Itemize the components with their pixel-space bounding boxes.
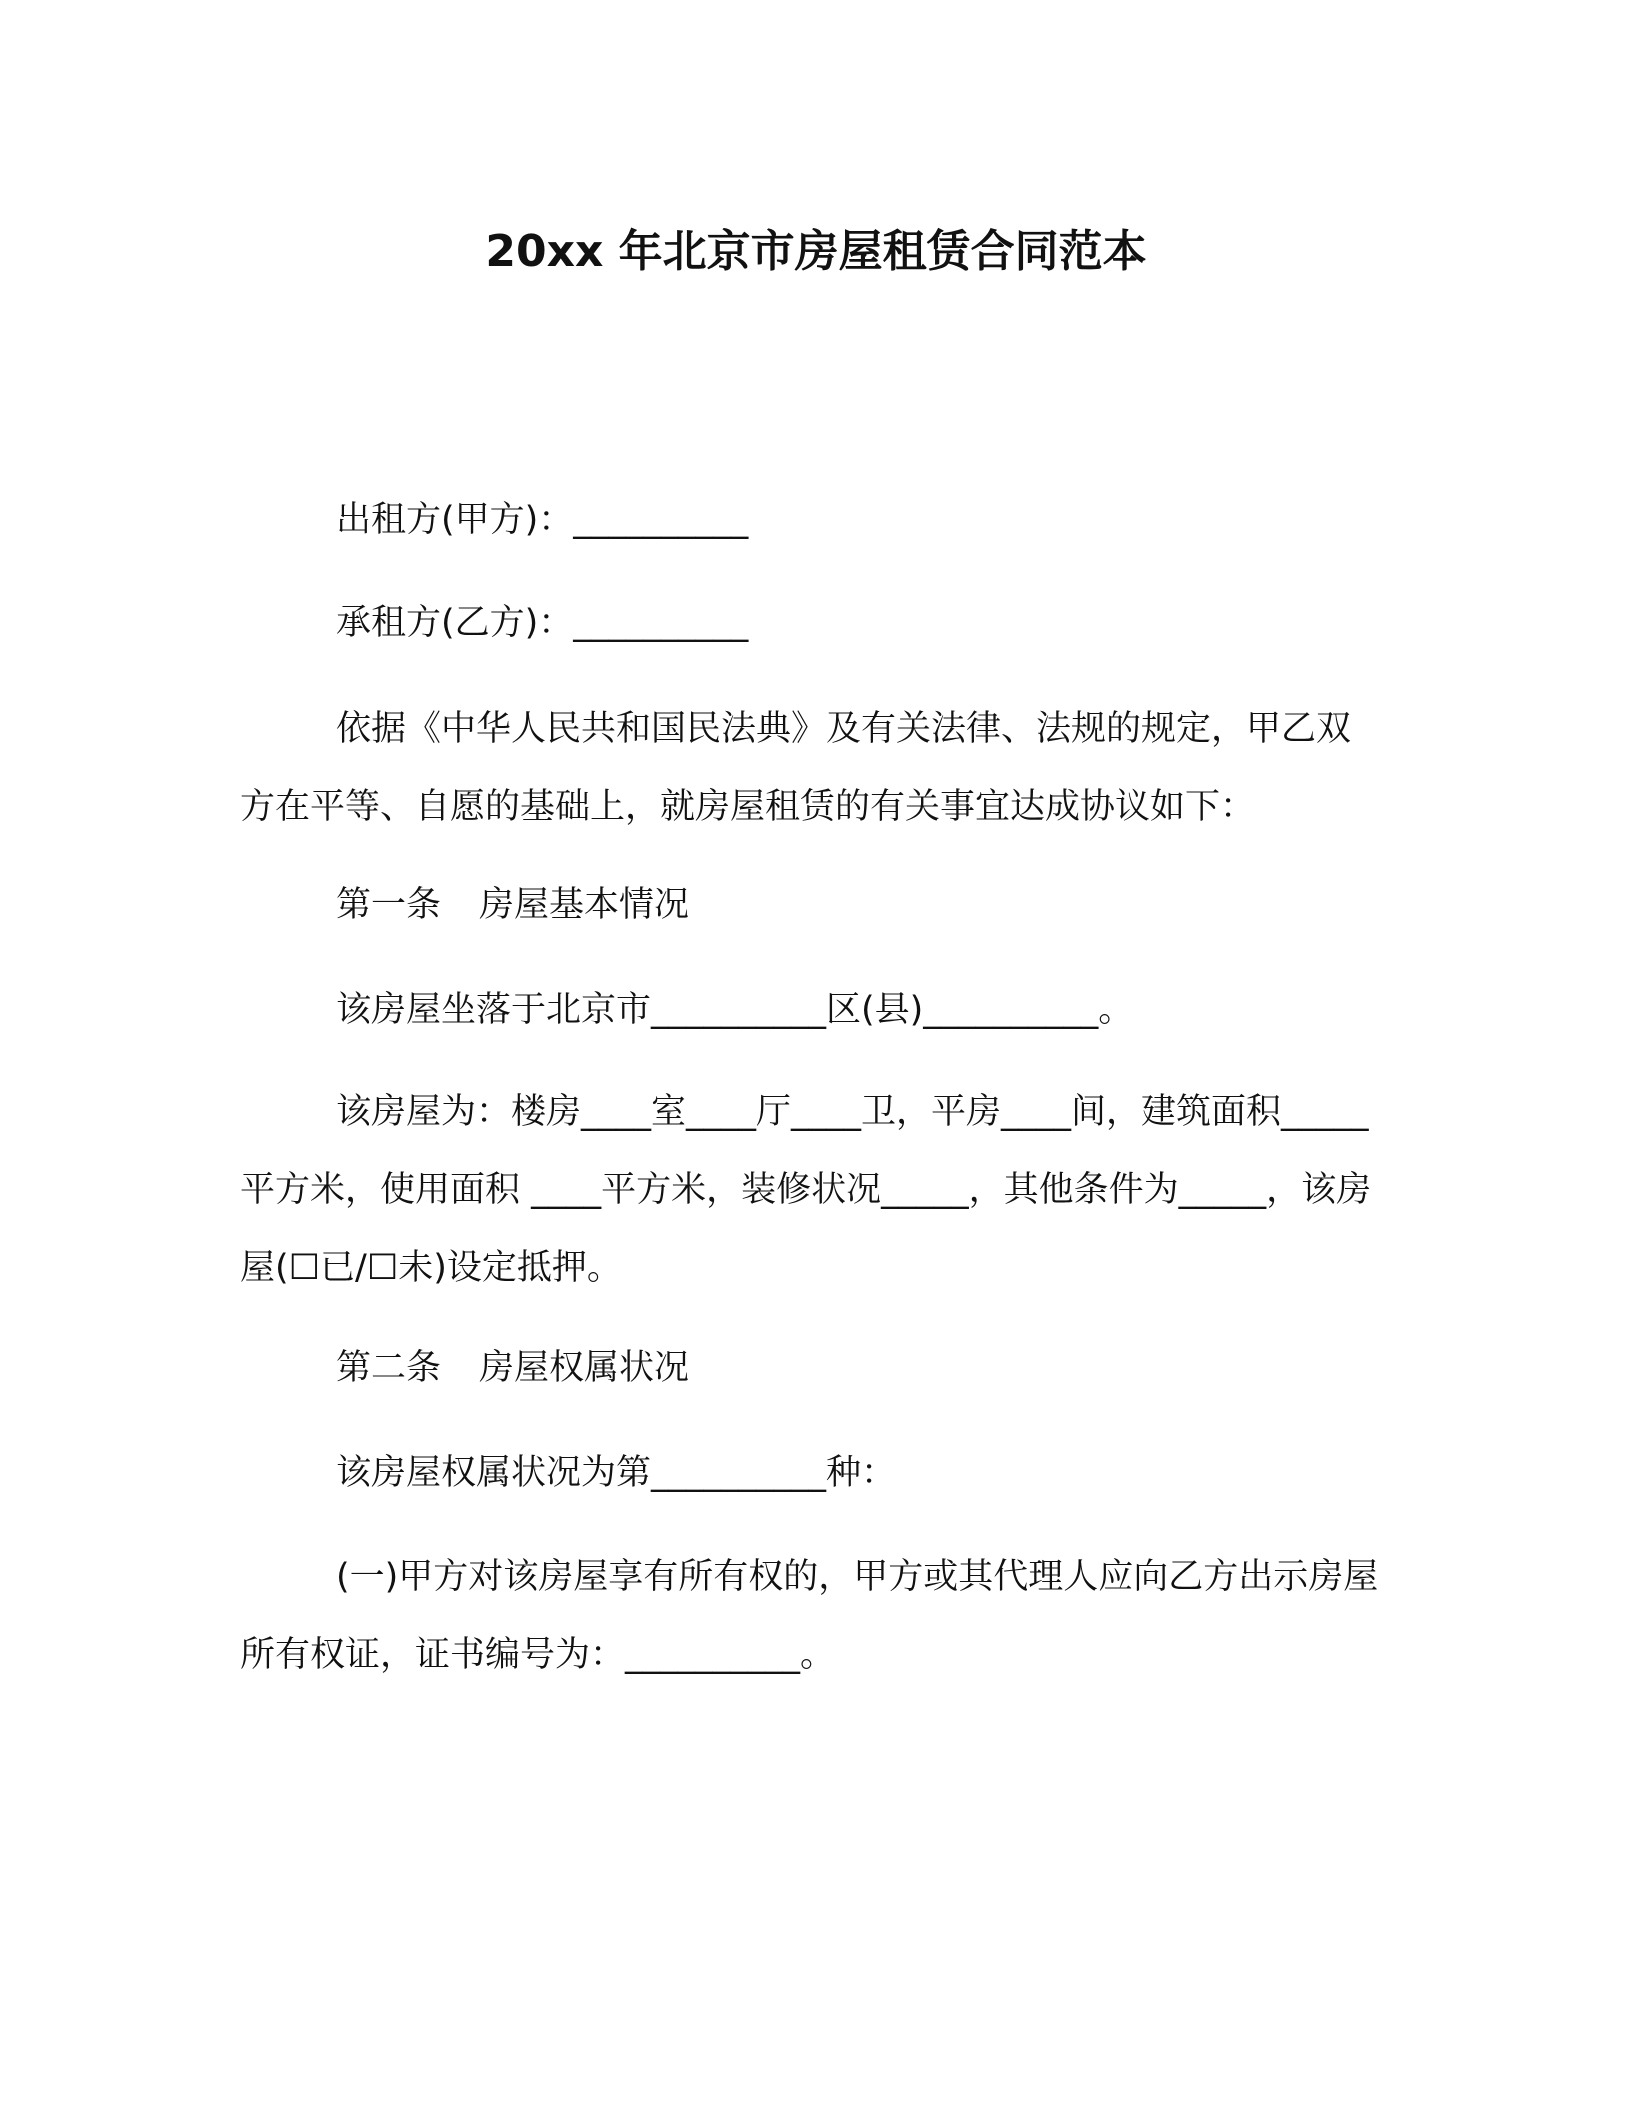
ownership-item-1: (一)甲方对该房屋享有所有权的，甲方或其代理人应向乙方出示房屋所有权证，证书编号为：__________。 [240,1557,1379,1675]
lessee-line: 承租方(乙方)：__________ [336,603,749,643]
article-1-number: 第一条 [336,885,442,925]
ownership-line: 该房屋权属状况为第__________种： [336,1453,897,1493]
document-title: 20xx 年北京市房屋租赁合同范本 [485,226,1147,277]
article-1-title: 房屋基本情况 [479,885,690,925]
article-2-heading [336,1343,689,1393]
article-2-number: 第二条 [336,1348,442,1388]
article-2-title: 房屋权属状况 [479,1348,690,1388]
article-1-heading [336,880,689,930]
preamble-paragraph: 依据《中华人民共和国民法典》及有关法律、法规的规定，甲乙双方在平等、自愿的基础上，就房屋租赁的有关事宜达成协议如下： [240,709,1352,827]
description-paragraph: 该房屋为：楼房____室____厅____卫，平房____间，建筑面积_____平方米，使用面积 ____平方米，装修状况_____，其他条件为_____，该房屋(☐已/☐未)设定抵押。 [240,1092,1372,1288]
location-line: 该房屋坐落于北京市__________区(县)__________。 [336,990,1134,1030]
lessor-line: 出租方(甲方)：__________ [336,500,749,540]
